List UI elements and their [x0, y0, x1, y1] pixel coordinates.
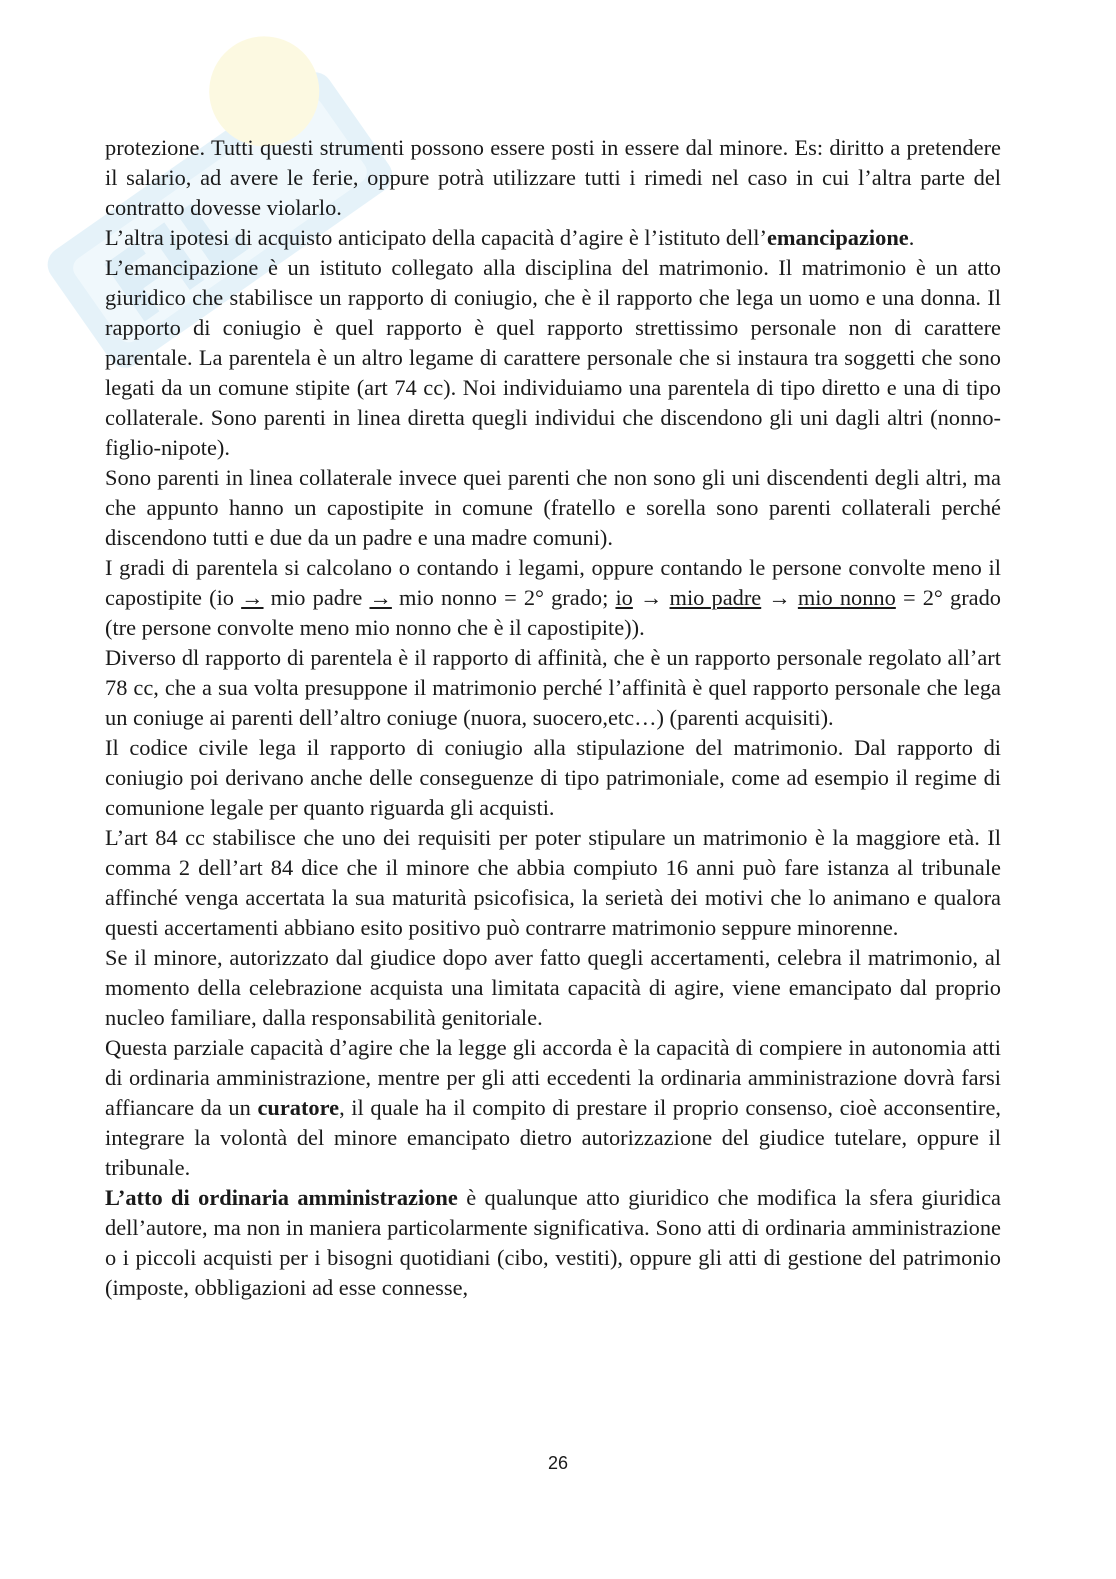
paragraph: Sono parenti in linea collaterale invece quei parenti che non sono gli uni discendenti degli altri, ma che appunto hanno un capostipite in comune (fratello e sorella sono parenti collaterali perché discendono tutti e due da un padre e una madre comuni). [105, 465, 1001, 550]
paragraph [105, 1033, 1001, 1183]
bold-term-emancipazione: emancipazione [766, 225, 909, 250]
paragraph-text: → [632, 585, 670, 610]
paragraph-text: mio padre [263, 585, 370, 610]
paragraph-text: → [761, 585, 798, 610]
paragraph: protezione. Tutti questi strumenti possono essere posti in essere dal minore. Es: diritto a pretendere il salario, ad avere le ferie, oppure potrà utilizzare tutti i rimedi nel caso in cui l’altra parte del contratto dovesse violarlo. [105, 135, 1001, 220]
paragraph: L’emancipazione è un istituto collegato alla disciplina del matrimonio. Il matrimonio è un atto giuridico che stabilisce un rapporto di coniugio, che è il rapporto che lega un uomo e una donna. Il rapporto di coniugio è quel rapporto è quel rapporto strettissimo personale non di carattere parentale. La parentela è un altro legame di carattere personale che si instaura tra soggetti che sono legati da un comune stipite (art 74 cc). Noi individuiamo una parentela di tipo diretto e una di tipo collaterale. Sono parenti in linea diretta quegli individui che discendono gli uni dagli altri (nonno-figlio-nipote). [105, 255, 1001, 460]
paragraph-text: = 2° grado (tre persone convolte meno mio nonno che è il capostipite)). [105, 585, 1001, 640]
paragraph-text: mio nonno = 2° grado; [391, 585, 616, 610]
underlined-arrow: → [241, 585, 264, 610]
paragraph [105, 1183, 1001, 1303]
underlined-text: mio nonno [797, 585, 896, 610]
paragraph-text: I gradi di parentela si calcolano o contando i legami, oppure contando le persone convolte meno il capostipite (io [105, 555, 1001, 610]
underlined-arrow: → [369, 585, 392, 610]
page-number: 26 [547, 1453, 569, 1473]
paragraph [105, 223, 1001, 253]
paragraph-text: . [908, 225, 915, 250]
paragraph [105, 553, 1001, 643]
bold-term-ordinaria-amministrazione: L’atto di ordinaria amministrazione [105, 1185, 458, 1210]
paragraph: Il codice civile lega il rapporto di coniugio alla stipulazione del matrimonio. Dal rapporto di coniugio poi derivano anche delle conseguenze di tipo patrimoniale, come ad esempio il regime di comunione legale per quanto riguarda gli acquisti. [105, 735, 1001, 820]
paragraph: Diverso dl rapporto di parentela è il rapporto di affinità, che è un rapporto personale regolato all’art 78 cc, che a sua volta presuppone il matrimonio perché l’affinità è quel rapporto personale che lega un coniuge ai parenti dell’altro coniuge (nuora, suocero,etc…) (parenti acquisiti). [105, 645, 1001, 730]
paragraph-text: , il quale ha il compito di prestare il proprio consenso, cioè acconsentire, integrare la volontà del minore emancipato dietro autorizzazione del giudice tutelare, oppure il tribunale. [105, 1095, 1002, 1180]
paragraph: L’art 84 cc stabilisce che uno dei requisiti per poter stipulare un matrimonio è la maggiore età. Il comma 2 dell’art 84 dice che il minore che abbia compiuto 16 anni può fare istanza al tribunale affinché venga accertata la sua maturità psicofisica, la serietà dei motivi che lo animano e qualora questi accertamenti abbiano esito positivo può contrarre matrimonio seppure minorenne. [105, 825, 1001, 940]
paragraph-text: è qualunque atto giuridico che modifica la sfera giuridica dell’autore, ma non in maniera particolarmente significativa. Sono atti di ordinaria amministrazione o i piccoli acquisti per i bisogni quotidiani (cibo, vestiti), oppure gli atti di gestione del patrimonio (imposte, obbligazioni ad esse connesse, [105, 1185, 1001, 1300]
underlined-text: io [615, 585, 633, 610]
paragraph-text: Questa parziale capacità d’agire che la legge gli accorda è la capacità di compiere in autonomia atti di ordinaria amministrazione, mentre per gli atti eccedenti la ordinaria amministrazione dovrà farsi affiancare da un [105, 1035, 1001, 1120]
underlined-text: mio padre [669, 585, 762, 610]
paragraph: Se il minore, autorizzato dal giudice dopo aver fatto quegli accertamenti, celebra il matrimonio, al momento della celebrazione acquista una limitata capacità di agire, viene emancipato dal proprio nucleo familiare, dalla responsabilità genitoriale. [105, 945, 1001, 1030]
paragraph-text: L’altra ipotesi di acquisto anticipato della capacità d’agire è l’istituto dell’ [105, 225, 767, 250]
bold-term-curatore: curatore [257, 1095, 340, 1120]
document-body [105, 133, 1001, 1303]
